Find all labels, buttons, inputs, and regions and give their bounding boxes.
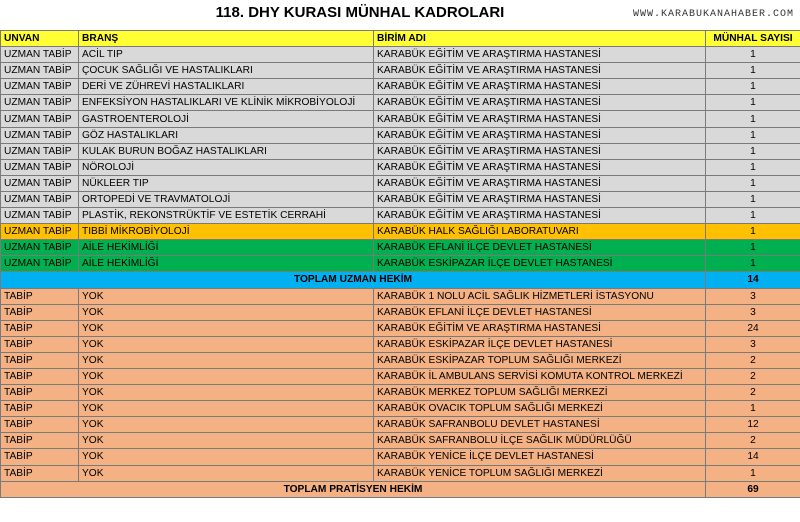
table-row [1, 208, 800, 224]
cell-birim: KARABÜK EĞİTİM VE ARAŞTIRMA HASTANESİ [374, 95, 706, 111]
cell-birim: KARABÜK YENİCE İLÇE DEVLET HASTANESİ [374, 449, 706, 465]
cell-brans: YOK [79, 433, 374, 449]
cell-unvan: TABİP [1, 304, 79, 320]
total-value: 14 [706, 272, 800, 288]
cell-unvan: UZMAN TABİP [1, 208, 79, 224]
table-row [1, 336, 800, 352]
title-bar [0, 0, 800, 30]
table-row [1, 401, 800, 417]
cell-unvan: UZMAN TABİP [1, 256, 79, 272]
cell-sayi: 1 [706, 95, 800, 111]
cell-birim: KARABÜK EĞİTİM VE ARAŞTIRMA HASTANESİ [374, 159, 706, 175]
cell-sayi: 1 [706, 175, 800, 191]
cell-birim: KARABÜK EĞİTİM VE ARAŞTIRMA HASTANESİ [374, 208, 706, 224]
cell-unvan: UZMAN TABİP [1, 224, 79, 240]
cell-sayi: 3 [706, 304, 800, 320]
cell-unvan: TABİP [1, 320, 79, 336]
cell-brans: YOK [79, 401, 374, 417]
cell-birim: KARABÜK EĞİTİM VE ARAŞTIRMA HASTANESİ [374, 47, 706, 63]
cell-sayi: 14 [706, 449, 800, 465]
table-row [1, 111, 800, 127]
cell-birim: KARABÜK SAFRANBOLU DEVLET HASTANESİ [374, 417, 706, 433]
cell-unvan: UZMAN TABİP [1, 79, 79, 95]
cell-brans: YOK [79, 288, 374, 304]
cell-sayi: 1 [706, 143, 800, 159]
cell-sayi: 1 [706, 256, 800, 272]
table-row [1, 320, 800, 336]
header-birim: BİRİM ADI [374, 31, 706, 47]
cell-sayi: 2 [706, 433, 800, 449]
table-row [1, 288, 800, 304]
practitioner-total-row [1, 481, 800, 497]
cell-sayi: 1 [706, 47, 800, 63]
cell-unvan: TABİP [1, 288, 79, 304]
cell-brans: GASTROENTEROLOJİ [79, 111, 374, 127]
table-row [1, 465, 800, 481]
table-header-row [1, 31, 800, 47]
cell-sayi: 1 [706, 191, 800, 207]
cell-unvan: UZMAN TABİP [1, 159, 79, 175]
cell-brans: TIBBİ MİKROBİYOLOJİ [79, 224, 374, 240]
cell-sayi: 3 [706, 336, 800, 352]
cell-unvan: UZMAN TABİP [1, 95, 79, 111]
cell-brans: YOK [79, 336, 374, 352]
cell-birim: KARABÜK ESKİPAZAR İLÇE DEVLET HASTANESİ [374, 256, 706, 272]
cell-sayi: 1 [706, 465, 800, 481]
cell-brans: ACİL TIP [79, 47, 374, 63]
table-row [1, 47, 800, 63]
cell-brans: PLASTİK, REKONSTRÜKTİF VE ESTETİK CERRAHİ [79, 208, 374, 224]
table-row [1, 79, 800, 95]
header-sayi: MÜNHAL SAYISI [706, 31, 800, 47]
cell-birim: KARABÜK EĞİTİM VE ARAŞTIRMA HASTANESİ [374, 111, 706, 127]
cell-brans: GÖZ HASTALIKLARI [79, 127, 374, 143]
cell-birim: KARABÜK 1 NOLU ACİL SAĞLIK HİZMETLERİ İSTASYONU [374, 288, 706, 304]
watermark: WWW.KARABUKANAHABER.COM [632, 9, 794, 20]
cell-sayi: 12 [706, 417, 800, 433]
cell-unvan: TABİP [1, 465, 79, 481]
cell-unvan: TABİP [1, 401, 79, 417]
table-row [1, 385, 800, 401]
header-unvan: UNVAN [1, 31, 79, 47]
cell-birim: KARABÜK EĞİTİM VE ARAŞTIRMA HASTANESİ [374, 79, 706, 95]
vacancy-table [0, 30, 800, 498]
table-row [1, 175, 800, 191]
cell-unvan: TABİP [1, 449, 79, 465]
table-row [1, 159, 800, 175]
cell-brans: YOK [79, 368, 374, 384]
cell-brans: ÇOCUK SAĞLIĞI VE HASTALIKLARI [79, 63, 374, 79]
specialist-total-row [1, 272, 800, 288]
cell-sayi: 2 [706, 352, 800, 368]
table-row [1, 417, 800, 433]
cell-birim: KARABÜK EFLANİ İLÇE DEVLET HASTANESİ [374, 304, 706, 320]
table-row [1, 127, 800, 143]
cell-unvan: UZMAN TABİP [1, 127, 79, 143]
total-value: 69 [706, 481, 800, 497]
cell-sayi: 1 [706, 224, 800, 240]
cell-unvan: UZMAN TABİP [1, 111, 79, 127]
cell-birim: KARABÜK EĞİTİM VE ARAŞTIRMA HASTANESİ [374, 63, 706, 79]
cell-birim: KARABÜK EFLANİ İLÇE DEVLET HASTANESİ [374, 240, 706, 256]
cell-birim: KARABÜK MERKEZ TOPLUM SAĞLIĞI MERKEZİ [374, 385, 706, 401]
table-row [1, 449, 800, 465]
cell-brans: YOK [79, 320, 374, 336]
cell-sayi: 1 [706, 63, 800, 79]
cell-brans: YOK [79, 449, 374, 465]
cell-birim: KARABÜK OVACIK TOPLUM SAĞLIĞI MERKEZİ [374, 401, 706, 417]
cell-unvan: UZMAN TABİP [1, 63, 79, 79]
table-row [1, 256, 800, 272]
cell-birim: KARABÜK HALK SAĞLIĞI LABORATUVARI [374, 224, 706, 240]
table-body [1, 47, 800, 498]
cell-sayi: 1 [706, 208, 800, 224]
cell-birim: KARABÜK EĞİTİM VE ARAŞTIRMA HASTANESİ [374, 320, 706, 336]
header-brans: BRANŞ [79, 31, 374, 47]
cell-unvan: UZMAN TABİP [1, 47, 79, 63]
cell-sayi: 1 [706, 240, 800, 256]
cell-unvan: TABİP [1, 417, 79, 433]
cell-unvan: TABİP [1, 336, 79, 352]
table-row [1, 143, 800, 159]
cell-birim: KARABÜK EĞİTİM VE ARAŞTIRMA HASTANESİ [374, 175, 706, 191]
cell-sayi: 1 [706, 401, 800, 417]
total-label: TOPLAM PRATİSYEN HEKİM [1, 481, 706, 497]
table-row [1, 304, 800, 320]
table-row [1, 368, 800, 384]
table-row [1, 95, 800, 111]
cell-birim: KARABÜK SAFRANBOLU İLÇE SAĞLIK MÜDÜRLÜĞÜ [374, 433, 706, 449]
cell-brans: AİLE HEKİMLİĞİ [79, 256, 374, 272]
cell-sayi: 1 [706, 127, 800, 143]
cell-birim: KARABÜK EĞİTİM VE ARAŞTIRMA HASTANESİ [374, 143, 706, 159]
cell-sayi: 2 [706, 368, 800, 384]
table-row [1, 191, 800, 207]
cell-unvan: UZMAN TABİP [1, 175, 79, 191]
cell-birim: KARABÜK ESKİPAZAR TOPLUM SAĞLIĞI MERKEZİ [374, 352, 706, 368]
cell-unvan: TABİP [1, 368, 79, 384]
cell-sayi: 3 [706, 288, 800, 304]
cell-unvan: TABİP [1, 433, 79, 449]
page-title: 118. DHY KURASI MÜNHAL KADROLARI [215, 4, 505, 21]
cell-birim: KARABÜK ESKİPAZAR İLÇE DEVLET HASTANESİ [374, 336, 706, 352]
cell-unvan: TABİP [1, 385, 79, 401]
cell-brans: KULAK BURUN BOĞAZ HASTALIKLARI [79, 143, 374, 159]
table-row [1, 224, 800, 240]
cell-brans: AİLE HEKİMLİĞİ [79, 240, 374, 256]
cell-sayi: 1 [706, 159, 800, 175]
cell-brans: YOK [79, 304, 374, 320]
cell-brans: ORTOPEDİ VE TRAVMATOLOJİ [79, 191, 374, 207]
total-label: TOPLAM UZMAN HEKİM [1, 272, 706, 288]
cell-brans: ENFEKSİYON HASTALIKLARI VE KLİNİK MİKROBİYOLOJİ [79, 95, 374, 111]
cell-brans: NÜKLEER TIP [79, 175, 374, 191]
cell-brans: DERİ VE ZÜHREVİ HASTALIKLARI [79, 79, 374, 95]
cell-sayi: 1 [706, 79, 800, 95]
cell-brans: NÖROLOJİ [79, 159, 374, 175]
cell-unvan: UZMAN TABİP [1, 143, 79, 159]
cell-sayi: 1 [706, 111, 800, 127]
cell-birim: KARABÜK EĞİTİM VE ARAŞTIRMA HASTANESİ [374, 127, 706, 143]
table-row [1, 240, 800, 256]
cell-unvan: TABİP [1, 352, 79, 368]
cell-unvan: UZMAN TABİP [1, 191, 79, 207]
cell-sayi: 2 [706, 385, 800, 401]
table-row [1, 352, 800, 368]
cell-brans: YOK [79, 385, 374, 401]
cell-brans: YOK [79, 352, 374, 368]
table-row [1, 63, 800, 79]
cell-unvan: UZMAN TABİP [1, 240, 79, 256]
cell-birim: KARABÜK İL AMBULANS SERVİSİ KOMUTA KONTROL MERKEZİ [374, 368, 706, 384]
cell-birim: KARABÜK EĞİTİM VE ARAŞTIRMA HASTANESİ [374, 191, 706, 207]
cell-sayi: 24 [706, 320, 800, 336]
table-row [1, 433, 800, 449]
cell-brans: YOK [79, 417, 374, 433]
cell-brans: YOK [79, 465, 374, 481]
cell-birim: KARABÜK YENİCE TOPLUM SAĞLIĞI MERKEZİ [374, 465, 706, 481]
